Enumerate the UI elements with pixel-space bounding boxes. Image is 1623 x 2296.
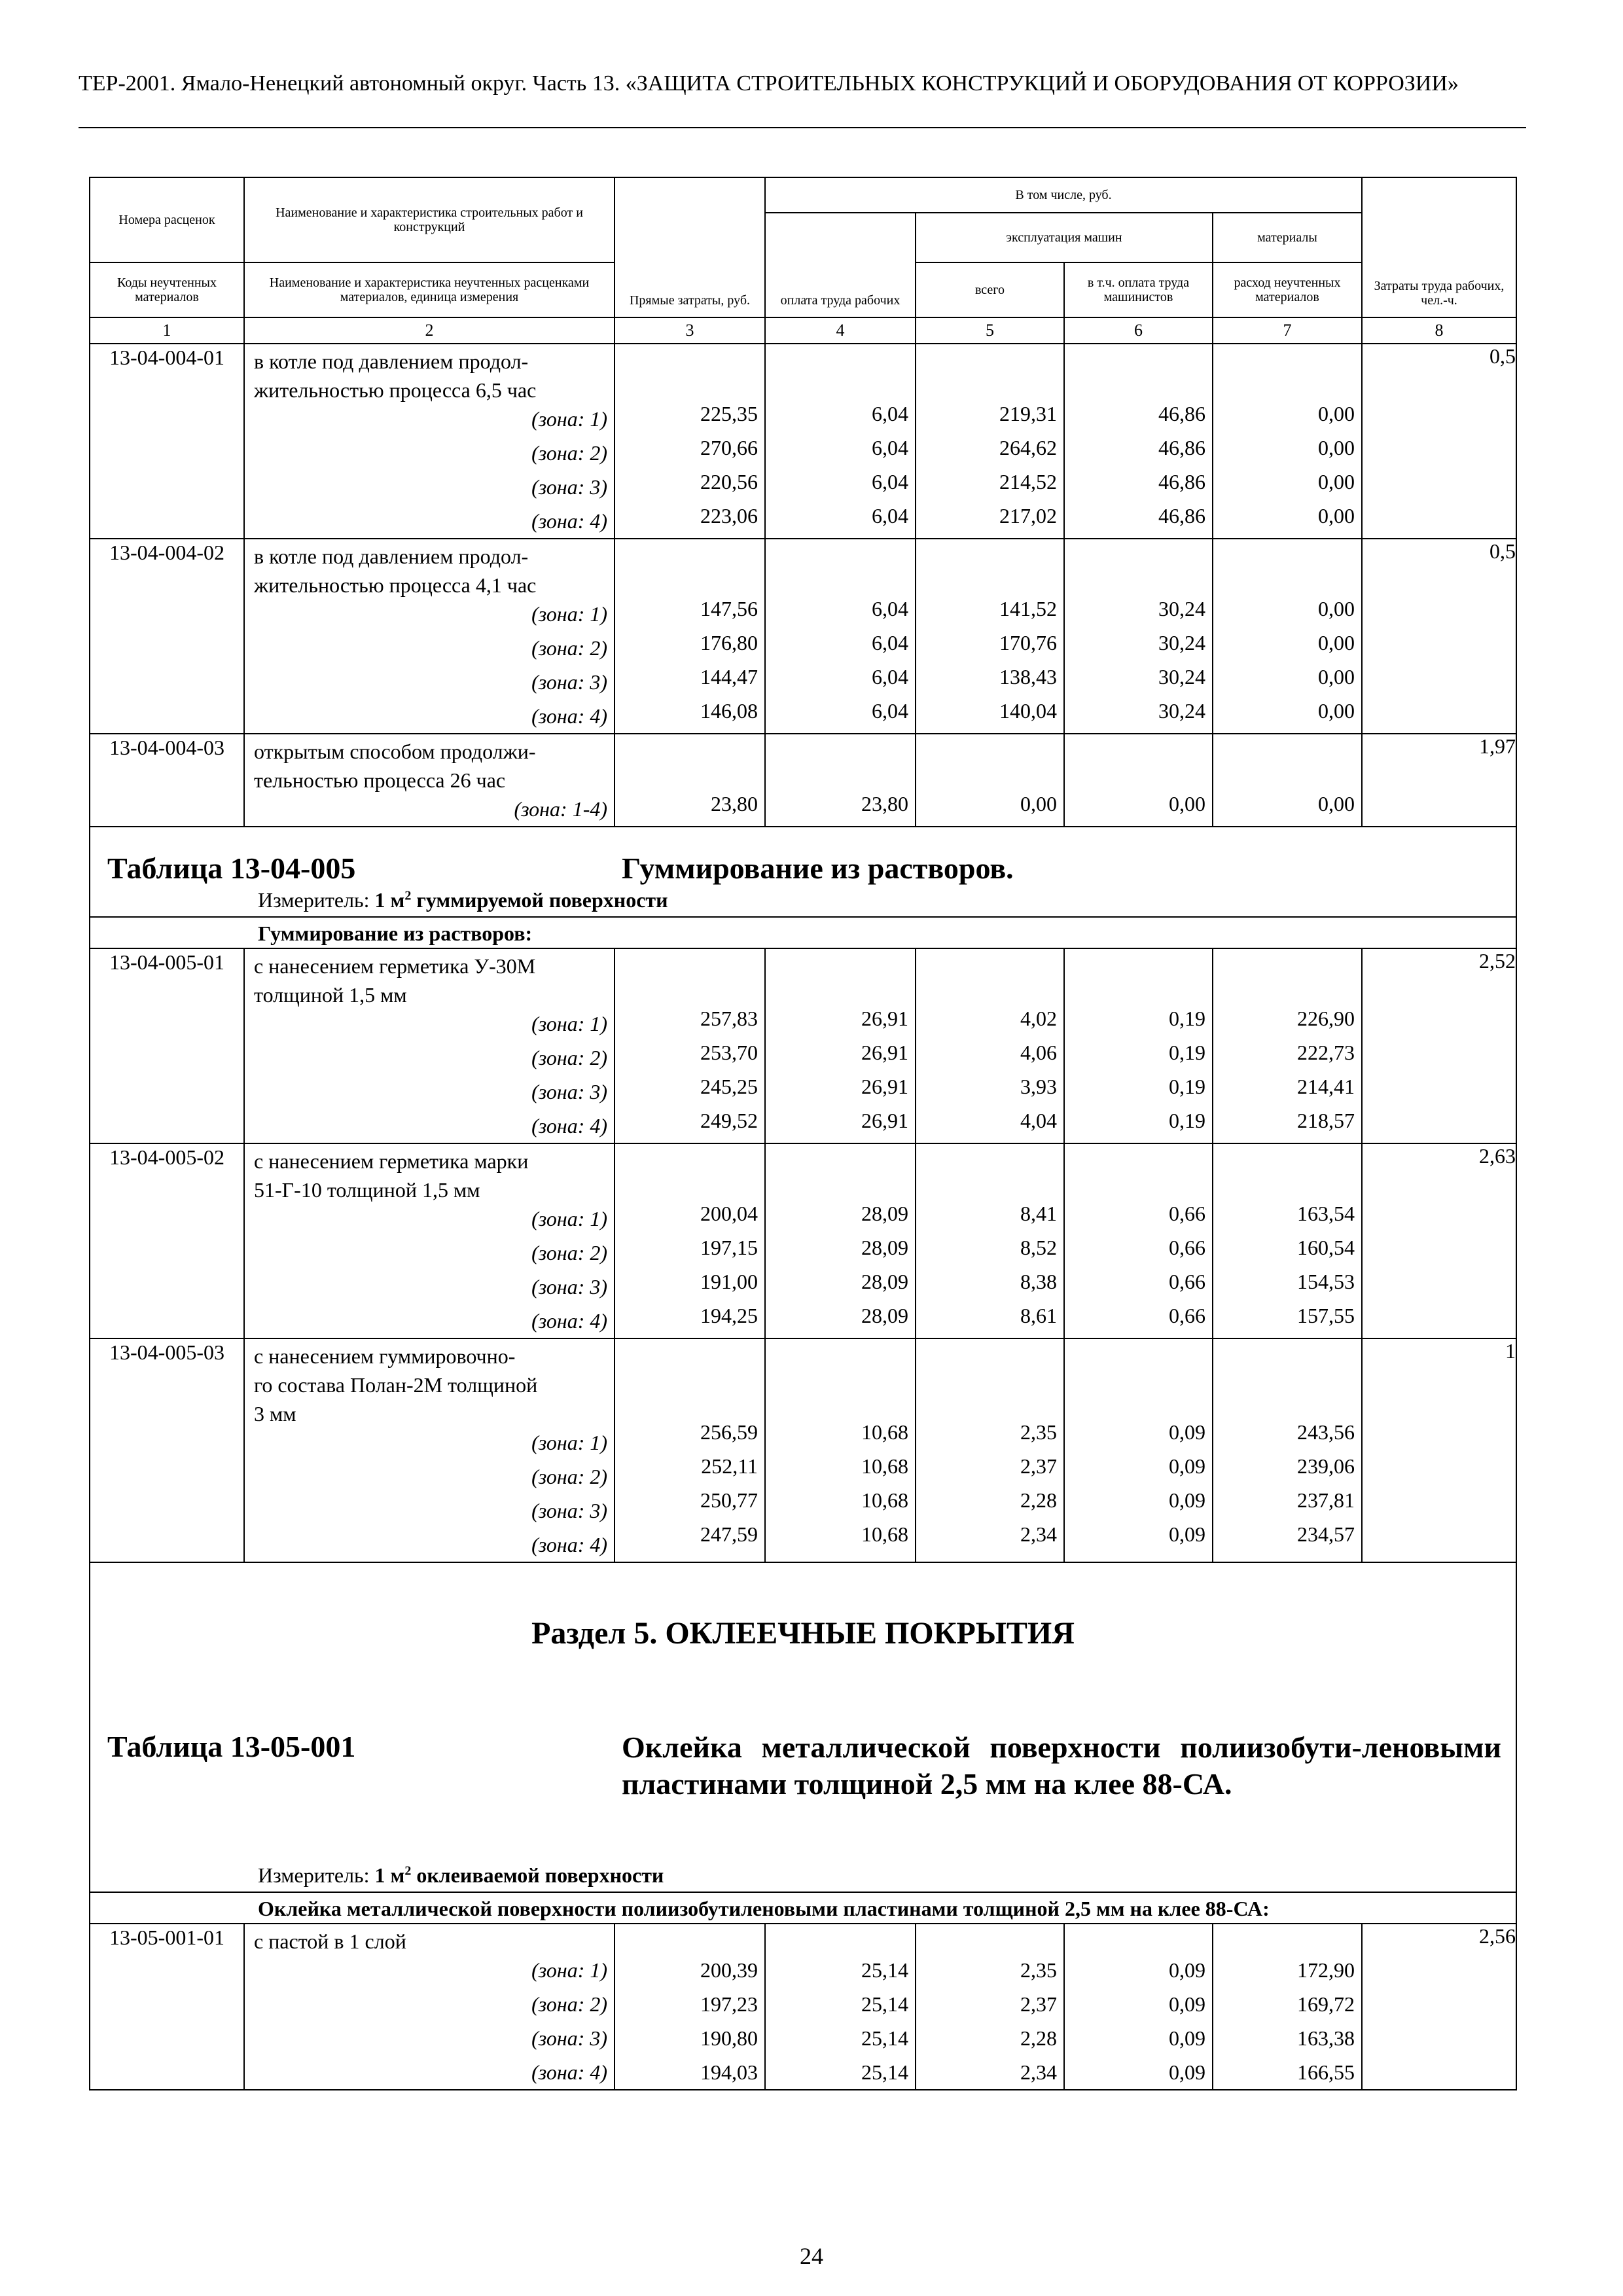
value: 239,06	[1297, 1454, 1355, 1478]
rate-row	[90, 1924, 1516, 2090]
value: 197,23	[700, 1992, 758, 2016]
value: 30,24	[1158, 699, 1205, 723]
value: 2,34	[1020, 2060, 1057, 2084]
zone-label: (зона: 1)	[531, 1207, 607, 1230]
header-col5: всего	[916, 262, 1064, 317]
labor-cost: 2,56	[1362, 1924, 1516, 2090]
value-cell	[1213, 734, 1362, 827]
value-cell	[615, 1924, 765, 2090]
description-line: с пастой в 1 слой	[254, 1929, 406, 1953]
value: 0,00	[1318, 631, 1355, 655]
table-subhead: Оклейка металлической поверхности полиизобутиленовыми пластинами толщиной 2,5 мм на клее 88-СА:	[258, 1897, 1270, 1920]
value-cell	[615, 1338, 765, 1562]
table-subhead: Гуммирование из растворов:	[258, 922, 533, 945]
value: 6,04	[872, 665, 908, 689]
value: 30,24	[1158, 631, 1205, 655]
value: 217,02	[999, 504, 1057, 528]
value: 10,68	[861, 1420, 908, 1444]
column-number: 8	[1362, 317, 1516, 344]
value: 6,04	[872, 504, 908, 528]
zone-label: (зона: 3)	[531, 1275, 607, 1299]
value: 26,91	[861, 1041, 908, 1064]
subhead-cell	[90, 1892, 1516, 1924]
value: 243,56	[1297, 1420, 1355, 1444]
value-cell	[1064, 948, 1213, 1143]
value: 0,00	[1318, 402, 1355, 425]
value: 247,59	[700, 1522, 758, 1546]
value: 250,77	[700, 1488, 758, 1512]
rate-code: 13-04-005-02	[90, 1143, 244, 1338]
value: 163,54	[1297, 1202, 1355, 1225]
value: 6,04	[872, 631, 908, 655]
description-line: в котле под давлением продол-	[254, 545, 529, 568]
column-number: 1	[90, 317, 244, 344]
value: 190,80	[700, 2026, 758, 2050]
zone-label: (зона: 2)	[531, 1241, 607, 1265]
value: 146,08	[700, 699, 758, 723]
value: 0,00	[1169, 792, 1205, 816]
value: 194,25	[700, 1304, 758, 1327]
value: 0,00	[1318, 699, 1355, 723]
rates-table	[89, 177, 1517, 2090]
value-cell	[916, 948, 1064, 1143]
value: 2,35	[1020, 1420, 1057, 1444]
measurement-rest: оклеиваемой поверхности	[411, 1863, 664, 1887]
value: 4,06	[1020, 1041, 1057, 1064]
value: 163,38	[1297, 2026, 1355, 2050]
value-cell	[916, 344, 1064, 539]
description-line: в котле под давлением продол-	[254, 350, 529, 373]
zone-label: (зона: 1)	[531, 602, 607, 626]
rate-description	[244, 344, 615, 539]
value: 2,37	[1020, 1454, 1057, 1478]
value: 225,35	[700, 402, 758, 425]
value: 256,59	[700, 1420, 758, 1444]
value: 220,56	[700, 470, 758, 493]
value: 2,37	[1020, 1992, 1057, 2016]
value: 2,28	[1020, 2026, 1057, 2050]
header-materials: материалы	[1213, 213, 1362, 262]
value: 0,09	[1169, 2060, 1205, 2084]
value: 8,61	[1020, 1304, 1057, 1327]
value-cell	[765, 1924, 916, 2090]
section-row	[90, 1562, 1516, 1892]
measurement-rest: гуммируемой поверхности	[411, 888, 668, 912]
zone-label: (зона: 1)	[531, 1012, 607, 1035]
value: 0,09	[1169, 1488, 1205, 1512]
value: 0,09	[1169, 2026, 1205, 2050]
zone-label: (зона: 2)	[531, 636, 607, 660]
value: 6,04	[872, 699, 908, 723]
rate-row	[90, 734, 1516, 827]
labor-cost: 0,5	[1362, 344, 1516, 539]
value: 253,70	[700, 1041, 758, 1064]
subhead-cell	[90, 917, 1516, 948]
value: 25,14	[861, 1992, 908, 2016]
value-cell	[1213, 1143, 1362, 1338]
column-number: 7	[1213, 317, 1362, 344]
description-line: с нанесением гуммировочно-	[254, 1344, 516, 1368]
value: 30,24	[1158, 665, 1205, 689]
table-title-row	[90, 827, 1516, 917]
table-number: Таблица 13-04-005	[107, 852, 356, 885]
header-col2-top: Наименование и характеристика строительных работ и конструкций	[244, 177, 615, 262]
value: 176,80	[700, 631, 758, 655]
measurement-value	[375, 888, 668, 912]
header-col3: Прямые затраты, руб.	[615, 177, 765, 317]
value: 3,93	[1020, 1075, 1057, 1098]
section-title: Раздел 5. ОКЛЕЕЧНЫЕ ПОКРЫТИЯ	[531, 1616, 1075, 1651]
rate-row	[90, 1338, 1516, 1562]
value: 6,04	[872, 436, 908, 459]
measurement-exponent: 2	[404, 1863, 412, 1878]
value: 234,57	[1297, 1522, 1355, 1546]
header-machines: эксплуатация машин	[916, 213, 1213, 262]
value-cell	[916, 1143, 1064, 1338]
value: 172,90	[1297, 1958, 1355, 1982]
header-col2-bottom: Наименование и характеристика неучтенных расценками материалов, единица измерения	[244, 262, 615, 317]
table-title-cell	[90, 827, 1516, 917]
measurement-value	[375, 1863, 664, 1887]
value: 10,68	[861, 1454, 908, 1478]
value-cell	[1064, 1924, 1213, 2090]
value: 2,35	[1020, 1958, 1057, 1982]
zone-label: (зона: 2)	[531, 1992, 607, 2016]
value-cell	[615, 344, 765, 539]
value-cell	[615, 734, 765, 827]
value: 144,47	[700, 665, 758, 689]
value: 10,68	[861, 1488, 908, 1512]
value: 26,91	[861, 1109, 908, 1132]
column-number: 4	[765, 317, 916, 344]
value: 0,19	[1169, 1109, 1205, 1132]
rate-row	[90, 1143, 1516, 1338]
zone-label: (зона: 4)	[531, 509, 607, 533]
zone-label: (зона: 2)	[531, 441, 607, 465]
measurement-unit	[90, 1863, 1516, 1892]
header-col1-bottom: Коды неучтенных материалов	[90, 262, 244, 317]
section-cell	[90, 1562, 1516, 1892]
zone-label: (зона: 3)	[531, 475, 607, 499]
value: 4,02	[1020, 1007, 1057, 1030]
value: 245,25	[700, 1075, 758, 1098]
value-cell	[916, 1924, 1064, 2090]
value: 0,19	[1169, 1075, 1205, 1098]
value: 25,14	[861, 1958, 908, 1982]
table-number: Таблица 13-05-001	[107, 1730, 356, 1763]
column-number-row	[90, 317, 1516, 344]
value-cell	[1213, 948, 1362, 1143]
value: 0,09	[1169, 1522, 1205, 1546]
description-line: жительностью процесса 6,5 час	[254, 378, 537, 402]
table-title	[90, 827, 1516, 888]
value: 4,04	[1020, 1109, 1057, 1132]
zone-label: (зона: 4)	[531, 2060, 607, 2084]
zone-label: (зона: 4)	[531, 1309, 607, 1333]
labor-cost: 2,63	[1362, 1143, 1516, 1338]
value: 0,00	[1318, 792, 1355, 816]
zone-label: (зона: 2)	[531, 1465, 607, 1488]
value: 6,04	[872, 470, 908, 493]
description-line: 51-Г-10 толщиной 1,5 мм	[254, 1178, 480, 1202]
value: 46,86	[1158, 470, 1205, 493]
value: 0,09	[1169, 1454, 1205, 1478]
rate-description	[244, 539, 615, 734]
value: 8,38	[1020, 1270, 1057, 1293]
value-cell	[1213, 539, 1362, 734]
value: 0,00	[1318, 470, 1355, 493]
value: 141,52	[999, 597, 1057, 620]
zone-label: (зона: 1-4)	[514, 797, 607, 821]
description-line: толщиной 1,5 мм	[254, 983, 407, 1007]
value: 222,73	[1297, 1041, 1355, 1064]
measurement-prefix: Измеритель:	[258, 888, 375, 912]
value: 0,66	[1169, 1202, 1205, 1225]
value: 0,09	[1169, 1992, 1205, 2016]
value-cell	[765, 539, 916, 734]
rate-code: 13-04-005-01	[90, 948, 244, 1143]
value-cell	[1064, 1143, 1213, 1338]
zone-label: (зона: 3)	[531, 670, 607, 694]
rate-code: 13-05-001-01	[90, 1924, 244, 2090]
value: 0,00	[1318, 436, 1355, 459]
table-title	[90, 1728, 1516, 1863]
value-cell	[1064, 344, 1213, 539]
value: 25,14	[861, 2060, 908, 2084]
value-cell	[1213, 1924, 1362, 2090]
value: 30,24	[1158, 597, 1205, 620]
value: 0,00	[1318, 597, 1355, 620]
zone-label: (зона: 4)	[531, 704, 607, 728]
value-cell	[765, 948, 916, 1143]
zone-label: (зона: 3)	[531, 2026, 607, 2050]
rate-row	[90, 539, 1516, 734]
section-heading	[90, 1563, 1516, 1728]
rate-description	[244, 1924, 615, 2090]
column-number: 5	[916, 317, 1064, 344]
value: 0,66	[1169, 1236, 1205, 1259]
value: 8,52	[1020, 1236, 1057, 1259]
value-cell	[916, 539, 1064, 734]
value-cell	[765, 344, 916, 539]
page-number: 24	[800, 2243, 823, 2269]
value: 237,81	[1297, 1488, 1355, 1512]
value: 140,04	[999, 699, 1057, 723]
rate-description	[244, 948, 615, 1143]
value: 218,57	[1297, 1109, 1355, 1132]
value: 154,53	[1297, 1270, 1355, 1293]
value: 169,72	[1297, 1992, 1355, 2016]
value: 28,09	[861, 1236, 908, 1259]
value: 0,19	[1169, 1041, 1205, 1064]
value-cell	[615, 539, 765, 734]
labor-cost: 1	[1362, 1338, 1516, 1562]
value-cell	[1064, 1338, 1213, 1562]
table-name: Оклейка металлической поверхности полиизобути-леновыми пластинами толщиной 2,5 мм на клее 88-СА.	[622, 1731, 1501, 1801]
value-cell	[615, 948, 765, 1143]
value: 219,31	[999, 402, 1057, 425]
value-cell	[765, 1338, 916, 1562]
value: 197,15	[700, 1236, 758, 1259]
description-line: тельностью процесса 26 час	[254, 768, 506, 792]
value: 157,55	[1297, 1304, 1355, 1327]
zone-label: (зона: 2)	[531, 1046, 607, 1069]
value: 0,09	[1169, 1420, 1205, 1444]
value: 26,91	[861, 1075, 908, 1098]
value: 8,41	[1020, 1202, 1057, 1225]
value: 200,04	[700, 1202, 758, 1225]
value: 10,68	[861, 1522, 908, 1546]
rate-code: 13-04-004-02	[90, 539, 244, 734]
value: 214,52	[999, 470, 1057, 493]
zone-label: (зона: 3)	[531, 1499, 607, 1522]
value: 28,09	[861, 1270, 908, 1293]
value: 147,56	[700, 597, 758, 620]
column-number: 6	[1064, 317, 1213, 344]
zone-label: (зона: 4)	[531, 1114, 607, 1138]
description-line: открытым способом продолжи-	[254, 740, 536, 763]
value: 26,91	[861, 1007, 908, 1030]
header-col1-top: Номера расценок	[90, 177, 244, 262]
rate-row	[90, 948, 1516, 1143]
header-rule	[79, 127, 1526, 128]
value: 214,41	[1297, 1075, 1355, 1098]
description-line: с нанесением герметика У-30М	[254, 954, 536, 978]
value: 194,03	[700, 2060, 758, 2084]
description-line: 3 мм	[254, 1402, 296, 1426]
value: 2,34	[1020, 1522, 1057, 1546]
header-col7: расход неучтенных материалов	[1213, 262, 1362, 317]
rate-description	[244, 1338, 615, 1562]
value: 23,80	[861, 792, 908, 816]
value: 0,09	[1169, 1958, 1205, 1982]
subhead-row	[90, 1892, 1516, 1924]
zone-label: (зона: 4)	[531, 1533, 607, 1556]
measurement-unit	[90, 888, 1516, 916]
labor-cost: 1,97	[1362, 734, 1516, 827]
value: 170,76	[999, 631, 1057, 655]
value: 28,09	[861, 1304, 908, 1327]
description-line: с нанесением герметика марки	[254, 1149, 529, 1173]
value-cell	[765, 734, 916, 827]
header-col8: Затраты труда рабочих, чел.-ч.	[1362, 177, 1516, 317]
value: 252,11	[701, 1454, 758, 1478]
zone-label: (зона: 1)	[531, 407, 607, 431]
value: 23,80	[711, 792, 758, 816]
labor-cost: 2,52	[1362, 948, 1516, 1143]
value: 2,28	[1020, 1488, 1057, 1512]
table-name: Гуммирование из растворов.	[622, 852, 1014, 885]
value-cell	[916, 1338, 1064, 1562]
value: 160,54	[1297, 1236, 1355, 1259]
column-number: 2	[244, 317, 615, 344]
header-included: В том числе, руб.	[765, 177, 1362, 213]
value-cell	[916, 734, 1064, 827]
rate-code: 13-04-004-03	[90, 734, 244, 827]
subhead-row	[90, 917, 1516, 948]
header-col4: оплата труда рабочих	[765, 213, 916, 317]
value: 138,43	[999, 665, 1057, 689]
rate-description	[244, 1143, 615, 1338]
value: 0,66	[1169, 1270, 1205, 1293]
value: 0,00	[1020, 792, 1057, 816]
value: 0,66	[1169, 1304, 1205, 1327]
value-cell	[1064, 734, 1213, 827]
description-line: го состава Полан-2М толщиной	[254, 1373, 538, 1397]
value: 249,52	[700, 1109, 758, 1132]
header-col6: в т.ч. оплата труда машинистов	[1064, 262, 1213, 317]
value: 0,19	[1169, 1007, 1205, 1030]
value: 200,39	[700, 1958, 758, 1982]
value: 264,62	[999, 436, 1057, 459]
value: 191,00	[700, 1270, 758, 1293]
value-cell	[615, 1143, 765, 1338]
value: 6,04	[872, 597, 908, 620]
value: 270,66	[700, 436, 758, 459]
measurement-exponent: 2	[404, 888, 412, 903]
value: 0,00	[1318, 665, 1355, 689]
value: 46,86	[1158, 402, 1205, 425]
rate-row	[90, 344, 1516, 539]
measurement-unit-text: 1 м	[374, 888, 405, 912]
value: 0,00	[1318, 504, 1355, 528]
measurement-prefix: Измеритель:	[258, 1863, 375, 1887]
value: 25,14	[861, 2026, 908, 2050]
column-number: 3	[615, 317, 765, 344]
rate-code: 13-04-004-01	[90, 344, 244, 539]
zone-label: (зона: 1)	[531, 1431, 607, 1454]
value: 166,55	[1297, 2060, 1355, 2084]
value: 6,04	[872, 402, 908, 425]
zone-label: (зона: 1)	[531, 1958, 607, 1982]
running-header: ТЕР-2001. Ямало-Ненецкий автономный округ. Часть 13. «ЗАЩИТА СТРОИТЕЛЬНЫХ КОНСТРУКЦИЙ И ОБОРУДОВАНИЯ ОТ КОРРОЗИИ»	[79, 71, 1459, 96]
value: 257,83	[700, 1007, 758, 1030]
value-cell	[765, 1143, 916, 1338]
description-line: жительностью процесса 4,1 час	[254, 573, 537, 597]
value-cell	[1213, 1338, 1362, 1562]
zone-label: (зона: 3)	[531, 1080, 607, 1103]
value: 46,86	[1158, 436, 1205, 459]
value: 223,06	[700, 504, 758, 528]
measurement-unit-text: 1 м	[374, 1863, 405, 1887]
value: 46,86	[1158, 504, 1205, 528]
labor-cost: 0,5	[1362, 539, 1516, 734]
rate-code: 13-04-005-03	[90, 1338, 244, 1562]
value: 226,90	[1297, 1007, 1355, 1030]
value-cell	[1064, 539, 1213, 734]
rate-description	[244, 734, 615, 827]
value: 28,09	[861, 1202, 908, 1225]
value-cell	[1213, 344, 1362, 539]
